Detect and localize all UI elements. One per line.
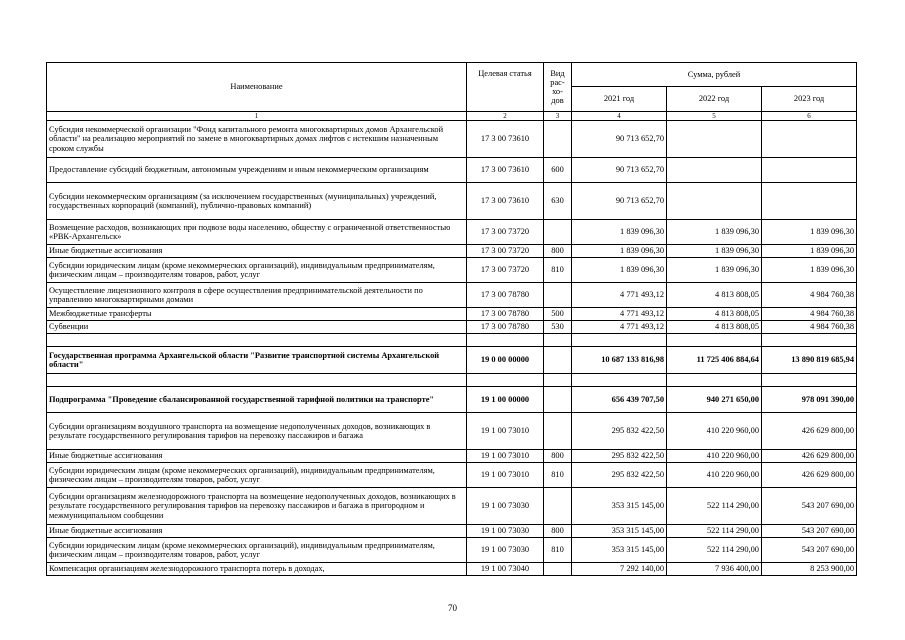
cell-sum-2021: 90 713 652,70 <box>572 121 667 158</box>
header-year-2021: 2021 год <box>572 87 667 112</box>
cell-sum-2022: 1 839 096,30 <box>667 220 762 245</box>
empty-cell <box>467 374 544 387</box>
cell-sum-2023: 4 984 760,38 <box>762 308 857 321</box>
cell-target: 17 3 00 78780 <box>467 283 544 308</box>
cell-target: 19 1 00 73010 <box>467 463 544 488</box>
cell-sum-2021: 4 771 493,12 <box>572 283 667 308</box>
cell-sum-2021: 1 839 096,30 <box>572 245 667 258</box>
cell-type <box>544 387 572 413</box>
table-row <box>47 245 857 258</box>
cell-sum-2021: 295 832 422,50 <box>572 450 667 463</box>
cell-type: 800 <box>544 525 572 538</box>
empty-cell <box>762 374 857 387</box>
cell-target: 19 1 00 73010 <box>467 450 544 463</box>
cell-sum-2021: 656 439 707,50 <box>572 387 667 413</box>
budget-table <box>46 62 857 576</box>
cell-target: 19 1 00 00000 <box>467 387 544 413</box>
cell-name: Межбюджетные трансферты <box>47 308 467 321</box>
cell-sum-2022: 410 220 960,00 <box>667 450 762 463</box>
cell-name: Субсидия некоммерческой организации "Фонд капитального ремонта многоквартирных домов Архангельской области" на реализацию мероприятий по замене в многоквартирных домах лифтов с истекшим назначенным сроком службы <box>47 121 467 158</box>
cell-name: Подпрограмма "Проведение сбалансированной государственной тарифной политики на транспорте" <box>47 387 467 413</box>
table-row <box>47 220 857 245</box>
column-number: 5 <box>667 112 762 121</box>
empty-cell <box>667 334 762 347</box>
cell-type: 810 <box>544 463 572 488</box>
table-row <box>47 321 857 334</box>
cell-type <box>544 488 572 525</box>
cell-sum-2022: 11 725 406 884,64 <box>667 347 762 374</box>
cell-name: Субсидии организациям железнодорожного транспорта на возмещение недополученных доходов, возникающих в результате государственного регулирования тарифов на перевозку пассажиров и багажа в пригородном и межмуниципальном сообщении <box>47 488 467 525</box>
header-sum: Сумма, рублей <box>572 63 857 87</box>
header-year-2023: 2023 год <box>762 87 857 112</box>
cell-type: 500 <box>544 308 572 321</box>
cell-sum-2023 <box>762 158 857 183</box>
cell-target: 17 3 00 73720 <box>467 220 544 245</box>
cell-type: 800 <box>544 450 572 463</box>
cell-target: 19 1 00 73010 <box>467 413 544 450</box>
cell-name: Субсидии некоммерческим организациям (за исключением государственных (муниципальных) учреждений, государственных корпораций (компаний), публично-правовых компаний) <box>47 183 467 220</box>
empty-cell <box>47 374 467 387</box>
header-target: Целевая статья <box>467 63 544 112</box>
cell-target: 19 1 00 73030 <box>467 488 544 525</box>
table-row <box>47 258 857 283</box>
cell-sum-2021: 4 771 493,12 <box>572 321 667 334</box>
cell-sum-2023: 4 984 760,38 <box>762 321 857 334</box>
cell-sum-2023: 4 984 760,38 <box>762 283 857 308</box>
cell-target: 19 1 00 73040 <box>467 563 544 576</box>
cell-name: Иные бюджетные ассигнования <box>47 245 467 258</box>
cell-type: 600 <box>544 158 572 183</box>
cell-name: Государственная программа Архангельской области "Развитие транспортной системы Архангельской области" <box>47 347 467 374</box>
cell-sum-2022: 7 936 400,00 <box>667 563 762 576</box>
cell-sum-2023: 8 253 900,00 <box>762 563 857 576</box>
spacer-row <box>47 334 857 347</box>
cell-sum-2023: 426 629 800,00 <box>762 463 857 488</box>
cell-type: 630 <box>544 183 572 220</box>
cell-sum-2023: 543 207 690,00 <box>762 488 857 525</box>
header-year-2022: 2022 год <box>667 87 762 112</box>
cell-type: 800 <box>544 245 572 258</box>
spacer-row <box>47 374 857 387</box>
cell-sum-2022: 410 220 960,00 <box>667 463 762 488</box>
cell-name: Компенсация организациям железнодорожного транспорта потерь в доходах, <box>47 563 467 576</box>
cell-type: 810 <box>544 538 572 563</box>
cell-sum-2023: 13 890 819 685,94 <box>762 347 857 374</box>
empty-cell <box>762 334 857 347</box>
cell-sum-2023 <box>762 183 857 220</box>
cell-sum-2022: 940 271 650,00 <box>667 387 762 413</box>
cell-target: 17 3 00 73610 <box>467 121 544 158</box>
column-number: 2 <box>467 112 544 121</box>
cell-sum-2021: 1 839 096,30 <box>572 258 667 283</box>
cell-target: 17 3 00 78780 <box>467 321 544 334</box>
cell-sum-2021: 295 832 422,50 <box>572 413 667 450</box>
header-name: Наименование <box>47 63 467 112</box>
cell-sum-2022: 522 114 290,00 <box>667 488 762 525</box>
table-row <box>47 525 857 538</box>
table-row <box>47 538 857 563</box>
column-number: 1 <box>47 112 467 121</box>
table-row <box>47 183 857 220</box>
cell-target: 19 1 00 73030 <box>467 525 544 538</box>
cell-sum-2022: 1 839 096,30 <box>667 258 762 283</box>
cell-name: Субсидии организациям воздушного транспорта на возмещение недополученных доходов, возникающих в результате государственного регулирования тарифов на перевозку пассажиров и багажа <box>47 413 467 450</box>
cell-name: Предоставление субсидий бюджетным, автономным учреждениям и иным некоммерческим организациям <box>47 158 467 183</box>
cell-sum-2022: 522 114 290,00 <box>667 525 762 538</box>
table-row <box>47 488 857 525</box>
cell-type <box>544 220 572 245</box>
cell-name: Субсидии юридическим лицам (кроме некоммерческих организаций), индивидуальным предпринимателям, физическим лицам – производителям товаров, работ, услуг <box>47 463 467 488</box>
cell-sum-2022: 410 220 960,00 <box>667 413 762 450</box>
table-row <box>47 121 857 158</box>
cell-name: Иные бюджетные ассигнования <box>47 525 467 538</box>
cell-sum-2023: 426 629 800,00 <box>762 450 857 463</box>
cell-sum-2021: 1 839 096,30 <box>572 220 667 245</box>
empty-cell <box>572 374 667 387</box>
page-number: 70 <box>448 603 457 613</box>
cell-sum-2022: 4 813 808,05 <box>667 321 762 334</box>
cell-sum-2023: 426 629 800,00 <box>762 413 857 450</box>
cell-target: 17 3 00 73610 <box>467 158 544 183</box>
column-number: 4 <box>572 112 667 121</box>
cell-target: 19 0 00 00000 <box>467 347 544 374</box>
cell-sum-2022: 1 839 096,30 <box>667 245 762 258</box>
cell-type <box>544 563 572 576</box>
table-row <box>47 283 857 308</box>
cell-sum-2021: 295 832 422,50 <box>572 463 667 488</box>
table-row <box>47 158 857 183</box>
cell-name: Субсидии юридическим лицам (кроме некоммерческих организаций), индивидуальным предпринимателям, физическим лицам – производителям товаров, работ, услуг <box>47 258 467 283</box>
cell-type <box>544 283 572 308</box>
table-row <box>47 413 857 450</box>
cell-sum-2023 <box>762 121 857 158</box>
cell-sum-2023: 1 839 096,30 <box>762 258 857 283</box>
empty-cell <box>572 334 667 347</box>
table-row <box>47 347 857 374</box>
cell-sum-2022: 4 813 808,05 <box>667 283 762 308</box>
cell-name: Возмещение расходов, возникающих при подвозе воды населению, обществу с ограниченной ответственностью «РВК-Архангельск» <box>47 220 467 245</box>
cell-sum-2021: 90 713 652,70 <box>572 158 667 183</box>
cell-sum-2023: 1 839 096,30 <box>762 220 857 245</box>
table-row <box>47 563 857 576</box>
cell-sum-2021: 353 315 145,00 <box>572 488 667 525</box>
cell-name: Субвенции <box>47 321 467 334</box>
table-body <box>47 121 857 576</box>
table-row <box>47 450 857 463</box>
cell-sum-2021: 7 292 140,00 <box>572 563 667 576</box>
cell-sum-2022: 522 114 290,00 <box>667 538 762 563</box>
cell-sum-2021: 353 315 145,00 <box>572 525 667 538</box>
cell-sum-2022 <box>667 121 762 158</box>
table-row <box>47 387 857 413</box>
header-type: Вид рас- хо- дов <box>544 63 572 112</box>
column-number: 3 <box>544 112 572 121</box>
column-number: 6 <box>762 112 857 121</box>
cell-type <box>544 347 572 374</box>
cell-sum-2023: 543 207 690,00 <box>762 538 857 563</box>
cell-sum-2022 <box>667 183 762 220</box>
cell-sum-2021: 353 315 145,00 <box>572 538 667 563</box>
cell-name: Субсидии юридическим лицам (кроме некоммерческих организаций), индивидуальным предпринимателям, физическим лицам – производителям товаров, работ, услуг <box>47 538 467 563</box>
empty-cell <box>667 374 762 387</box>
cell-target: 17 3 00 73720 <box>467 258 544 283</box>
cell-sum-2021: 10 687 133 816,98 <box>572 347 667 374</box>
cell-sum-2021: 4 771 493,12 <box>572 308 667 321</box>
cell-sum-2022: 4 813 808,05 <box>667 308 762 321</box>
cell-sum-2021: 90 713 652,70 <box>572 183 667 220</box>
cell-target: 17 3 00 78780 <box>467 308 544 321</box>
empty-cell <box>544 334 572 347</box>
cell-type: 810 <box>544 258 572 283</box>
cell-name: Иные бюджетные ассигнования <box>47 450 467 463</box>
cell-sum-2023: 543 207 690,00 <box>762 525 857 538</box>
empty-cell <box>467 334 544 347</box>
empty-cell <box>47 334 467 347</box>
cell-type <box>544 121 572 158</box>
cell-target: 17 3 00 73610 <box>467 183 544 220</box>
cell-sum-2023: 978 091 390,00 <box>762 387 857 413</box>
cell-name: Осуществление лицензионного контроля в сфере осуществления предпринимательской деятельности по управлению многоквартирными домами <box>47 283 467 308</box>
table-row <box>47 308 857 321</box>
cell-type <box>544 413 572 450</box>
table-row <box>47 463 857 488</box>
cell-sum-2023: 1 839 096,30 <box>762 245 857 258</box>
cell-target: 19 1 00 73030 <box>467 538 544 563</box>
cell-sum-2022 <box>667 158 762 183</box>
cell-type: 530 <box>544 321 572 334</box>
cell-target: 17 3 00 73720 <box>467 245 544 258</box>
empty-cell <box>544 374 572 387</box>
